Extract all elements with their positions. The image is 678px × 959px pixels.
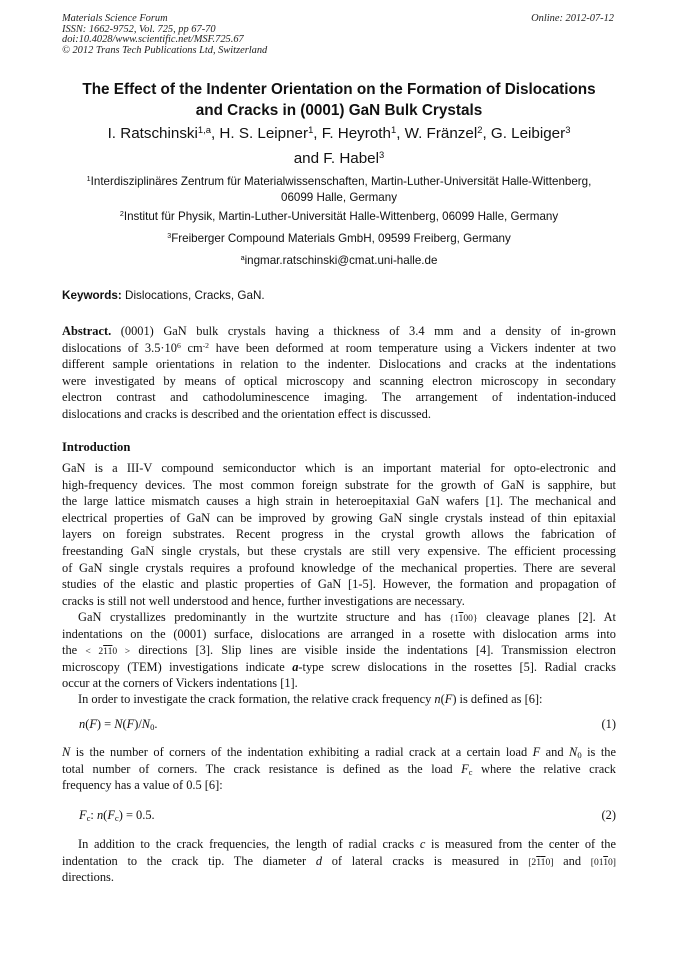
corresponding-email [62, 253, 616, 269]
intro-paragraph-2: GaN crystallizes predominantly in the wurtzite structure and has {1100} cleavage planes [2]. At indentations on the (0001) surface, dislocations are arranged in a rosette with dislocation arms into the < 2110 > directions [3]. Slip lines are visible inside the indentations [4]. Transmission electron microscopy (TEM) investigations indicate a-type screw dislocations in the rosettes [5]. Radial cracks occur at the corners of Vickers indentations [1]. [62, 610, 616, 691]
equation-number: (2) [601, 808, 616, 822]
intro-paragraph-1: GaN is a III-V compound semiconductor which is an important material for opto-electronic and high-frequency devices. The most common foreign substrate for the growth of GaN is sapphire, but the large lattice mismatch causes a high strain in heteroepitaxial GaN wafers [1]. The mechanical and electrical properties of GaN can be improved by growing GaN single crystals instead of thin epitaxial layers on foreign substrates. Recent progress in the crystal growth allows the fabrication of freestanding GaN single crystals, but these crystals are still very expensive. The efficient processing of GaN single crystals requires a profound knowledge of the mechanical properties. There are several studies of the elastic and plastic properties of GaN [1-5]. However, the formation and propagation of cracks is still not well understood and hence, further investigations are necessary. [62, 461, 616, 608]
doi-line: doi:10.4028/www.scientific.net/MSF.725.67 [62, 34, 244, 46]
keywords [62, 289, 616, 303]
author-list [62, 121, 616, 171]
author-name: and F. Habel [293, 150, 380, 167]
affiliation-2 [62, 209, 616, 225]
miller-index: [0110] [590, 856, 616, 868]
author-line-2 [62, 146, 616, 171]
keywords-text: Dislocations, Cracks, GaN. [125, 289, 265, 302]
author-name: , F. Heyroth [313, 125, 391, 142]
affil-mark: 1 [86, 174, 91, 184]
paragraph-after-eq1: N is the number of corners of the indentation exhibiting a radial crack at a certain load F and $N_0$ is the total number of corners. The crack resistance is defined as the load $F_c$ where the relative crack frequency has a value of 0.5 [6]: [62, 745, 616, 793]
author-name: , H. S. Leipner [210, 125, 309, 142]
affil-mark: 2 [119, 209, 124, 219]
affil-text: Institut für Physik, Martin-Luther-Universität Halle-Wittenberg, 06099 Halle, Germany [123, 210, 559, 223]
section-heading-introduction: Introduction [62, 440, 131, 454]
equation-1 [62, 716, 616, 732]
affil-mark: a [240, 253, 245, 263]
author-affil-mark: 3 [565, 123, 571, 135]
author-name: , W. Fränzel [396, 125, 478, 142]
affil-text: Interdisziplinäres Zentrum für Materialwissenschaften, Martin-Luther-Universität Halle-Wittenberg, [90, 175, 592, 188]
affiliation-1 [62, 174, 616, 206]
equation-2 [62, 807, 616, 823]
author-affil-mark: 1 [308, 123, 314, 135]
author-name: I. Ratschinski [107, 125, 198, 142]
equation-body: $n(F) = N(F)/N_0$. [79, 717, 158, 733]
title-line-2: and Cracks in (0001) GaN Bulk Crystals [195, 102, 483, 119]
author-affil-mark: 2 [477, 123, 483, 135]
paragraph-after-eq2: In addition to the crack frequencies, the length of radial cracks c is measured from the center of the indentation to the crack tip. The diameter d of lateral cracks is measured in [2110] and [0110] directions. [62, 837, 616, 885]
equation-body: $F_c$: $n(F_c) = 0.5$. [79, 808, 155, 824]
issn-line: ISSN: 1662-9752, Vol. 725, pp 67-70 [62, 23, 216, 35]
title-line-1: The Effect of the Indenter Orientation on the Formation of Dislocations [82, 81, 596, 98]
author-affil-mark: 3 [379, 148, 385, 160]
affiliation-3 [62, 231, 616, 247]
author-affil-mark: 1 [390, 123, 397, 135]
affil-mark: 3 [167, 231, 172, 241]
paper-title [62, 79, 616, 121]
journal-name: Materials Science Forum [62, 13, 168, 24]
keywords-label: Keywords: [62, 289, 122, 302]
author-affil-mark: 1,a [197, 123, 211, 135]
equation-number: (1) [601, 717, 616, 731]
miller-index: {1100} [449, 613, 478, 624]
affil-text: Freiberger Compound Materials GmbH, 09599 Freiberg, Germany [171, 232, 511, 245]
online-date: Online: 2012-07-12 [531, 13, 614, 24]
author-line-1 [62, 121, 616, 146]
author-name: , G. Leibiger [482, 125, 566, 142]
intro-paragraph-3: In order to investigate the crack formation, the relative crack frequency n(F) is defined as [6]: [78, 692, 543, 706]
affil-text: 06099 Halle, Germany [281, 191, 397, 204]
abstract: Abstract. (0001) GaN bulk crystals having a thickness of 3.4 mm and a density of in-grown dislocations of $3.5\cdot 10^6$ $cm^{-2}$ have been deformed at room temperature using a Vickers indenter at two different sample orientations in relation to the indenter. Dislocations and cracks at the indentations were investigated by means of optical microscopy and scanning electron microscopy in secondary electron contrast and cathodoluminescence imaging. The arrangement of indentation-induced dislocations and cracks is described and the orientation effect is discussed. [62, 324, 616, 421]
miller-index: [2110] [528, 856, 554, 868]
copyright-line: © 2012 Trans Tech Publications Ltd, Switzerland [62, 44, 268, 56]
abstract-label: Abstract. [62, 324, 112, 338]
journal-header [62, 14, 422, 56]
email-text: ingmar.ratschinski@cmat.uni-halle.de [244, 254, 438, 267]
miller-index: < 2110 > [85, 646, 131, 658]
